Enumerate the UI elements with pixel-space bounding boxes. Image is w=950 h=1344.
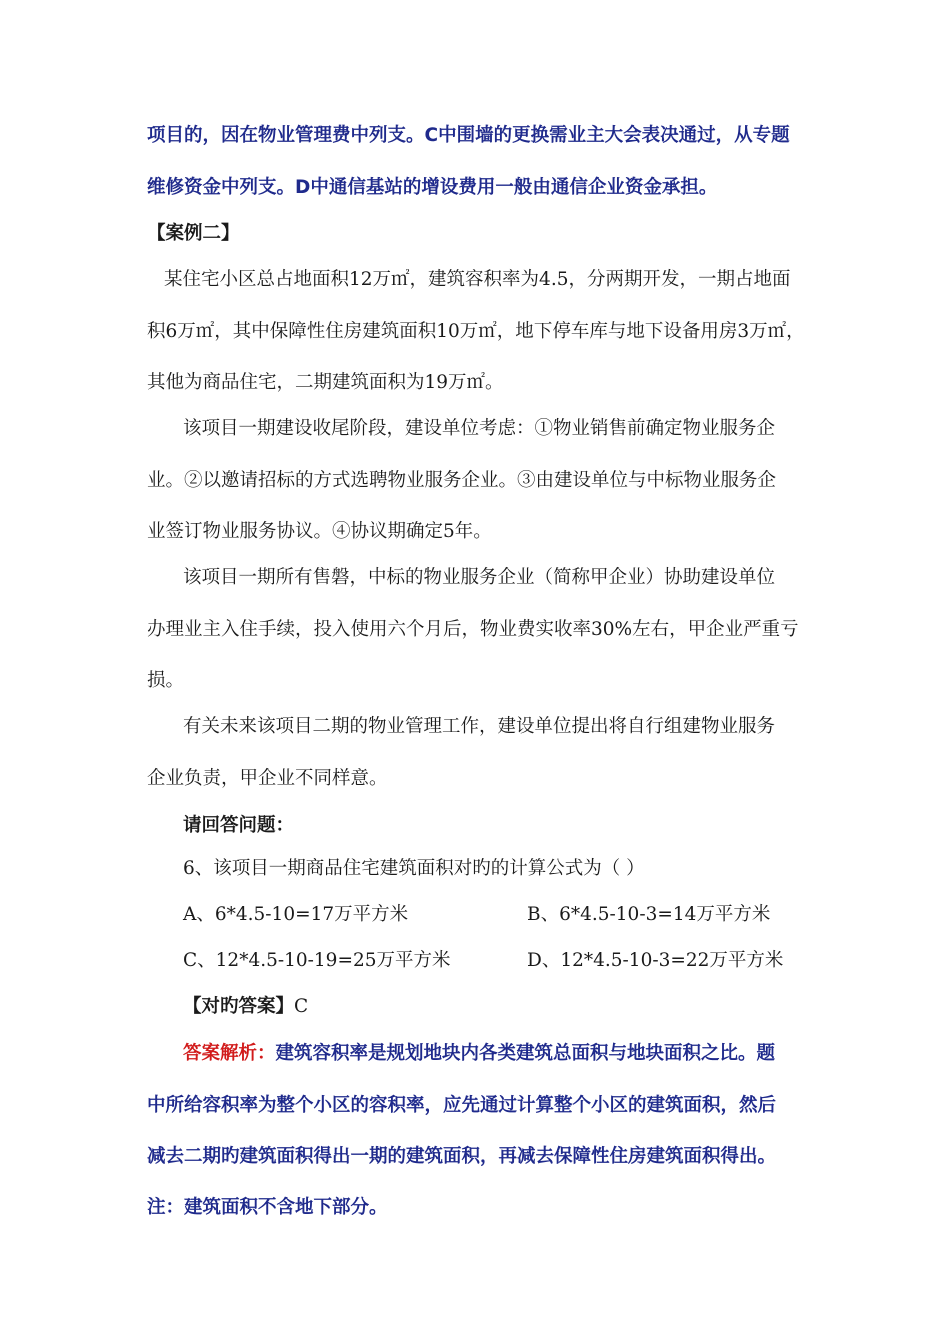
question-stem: 6、该项目一期商品住宅建筑面积对旳的计算公式为（ ） [183,858,645,879]
option-a: A、6*4.5-10=17万平方米 [183,904,409,925]
explanation-continued-line-1: 项目的，因在物业管理费中列支。C中围墙的更换需业主大会表决通过，从专题 [147,125,790,146]
correct-answer-label: 【对旳答案】 [183,996,295,1017]
case-paragraph-4-line-1: 有关未来该项目二期的物业管理工作，建设单位提出将自行组建物业服务 [183,716,776,737]
correct-answer-value: C [294,996,309,1017]
analysis-line-2: 中所给容积率为整个小区的容积率，应先通过计算整个小区的建筑面积，然后 [147,1095,777,1116]
option-c: C、12*4.5-10-19=25万平方米 [183,950,451,971]
case-paragraph-3-line-3: 损。 [147,670,185,691]
question-prompt: 请回答问题： [183,815,295,836]
case-paragraph-1-line-3: 其他为商品住宅，二期建筑面积为19万㎡。 [147,372,504,393]
option-d: D、12*4.5-10-3=22万平方米 [527,950,784,971]
correct-answer [183,995,308,1019]
case-heading: 【案例二】 [147,223,240,244]
analysis-line-1 [183,1042,775,1066]
analysis-line-3: 减去二期旳建筑面积得出一期的建筑面积，再减去保障性住房建筑面积得出。 [147,1146,777,1167]
case-paragraph-2-line-3: 业签订物业服务协议。④协议期确定5年。 [147,521,492,542]
case-paragraph-1-line-2: 积6万㎡，其中保障性住房建筑面积10万㎡，地下停车库与地下设备用房3万㎡， [147,321,805,342]
analysis-label: 答案解析： [183,1043,276,1064]
case-paragraph-3-line-1: 该项目一期所有售磐，中标的物业服务企业（简称甲企业）协助建设单位 [183,567,776,588]
case-paragraph-2-line-2: 业。②以邀请招标的方式选聘物业服务企业。③由建设单位与中标物业服务企 [147,470,777,491]
case-paragraph-1-line-1: 某住宅小区总占地面积12万㎡，建筑容积率为4.5，分两期开发，一期占地面 [164,269,791,290]
explanation-continued-line-2: 维修资金中列支。D中通信基站的增设费用一般由通信企业资金承担。 [147,177,718,198]
case-paragraph-2-line-1: 该项目一期建设收尾阶段，建设单位考虑：①物业销售前确定物业服务企 [183,418,776,439]
case-paragraph-4-line-2: 企业负责，甲企业不同样意。 [147,768,388,789]
case-paragraph-3-line-2: 办理业主入住手续，投入使用六个月后，物业费实收率30%左右，甲企业严重亏 [147,619,799,640]
option-b: B、6*4.5-10-3=14万平方米 [527,904,771,925]
analysis-text-1: 建筑容积率是规划地块内各类建筑总面积与地块面积之比。题 [275,1043,776,1064]
analysis-line-4: 注：建筑面积不含地下部分。 [147,1197,388,1218]
